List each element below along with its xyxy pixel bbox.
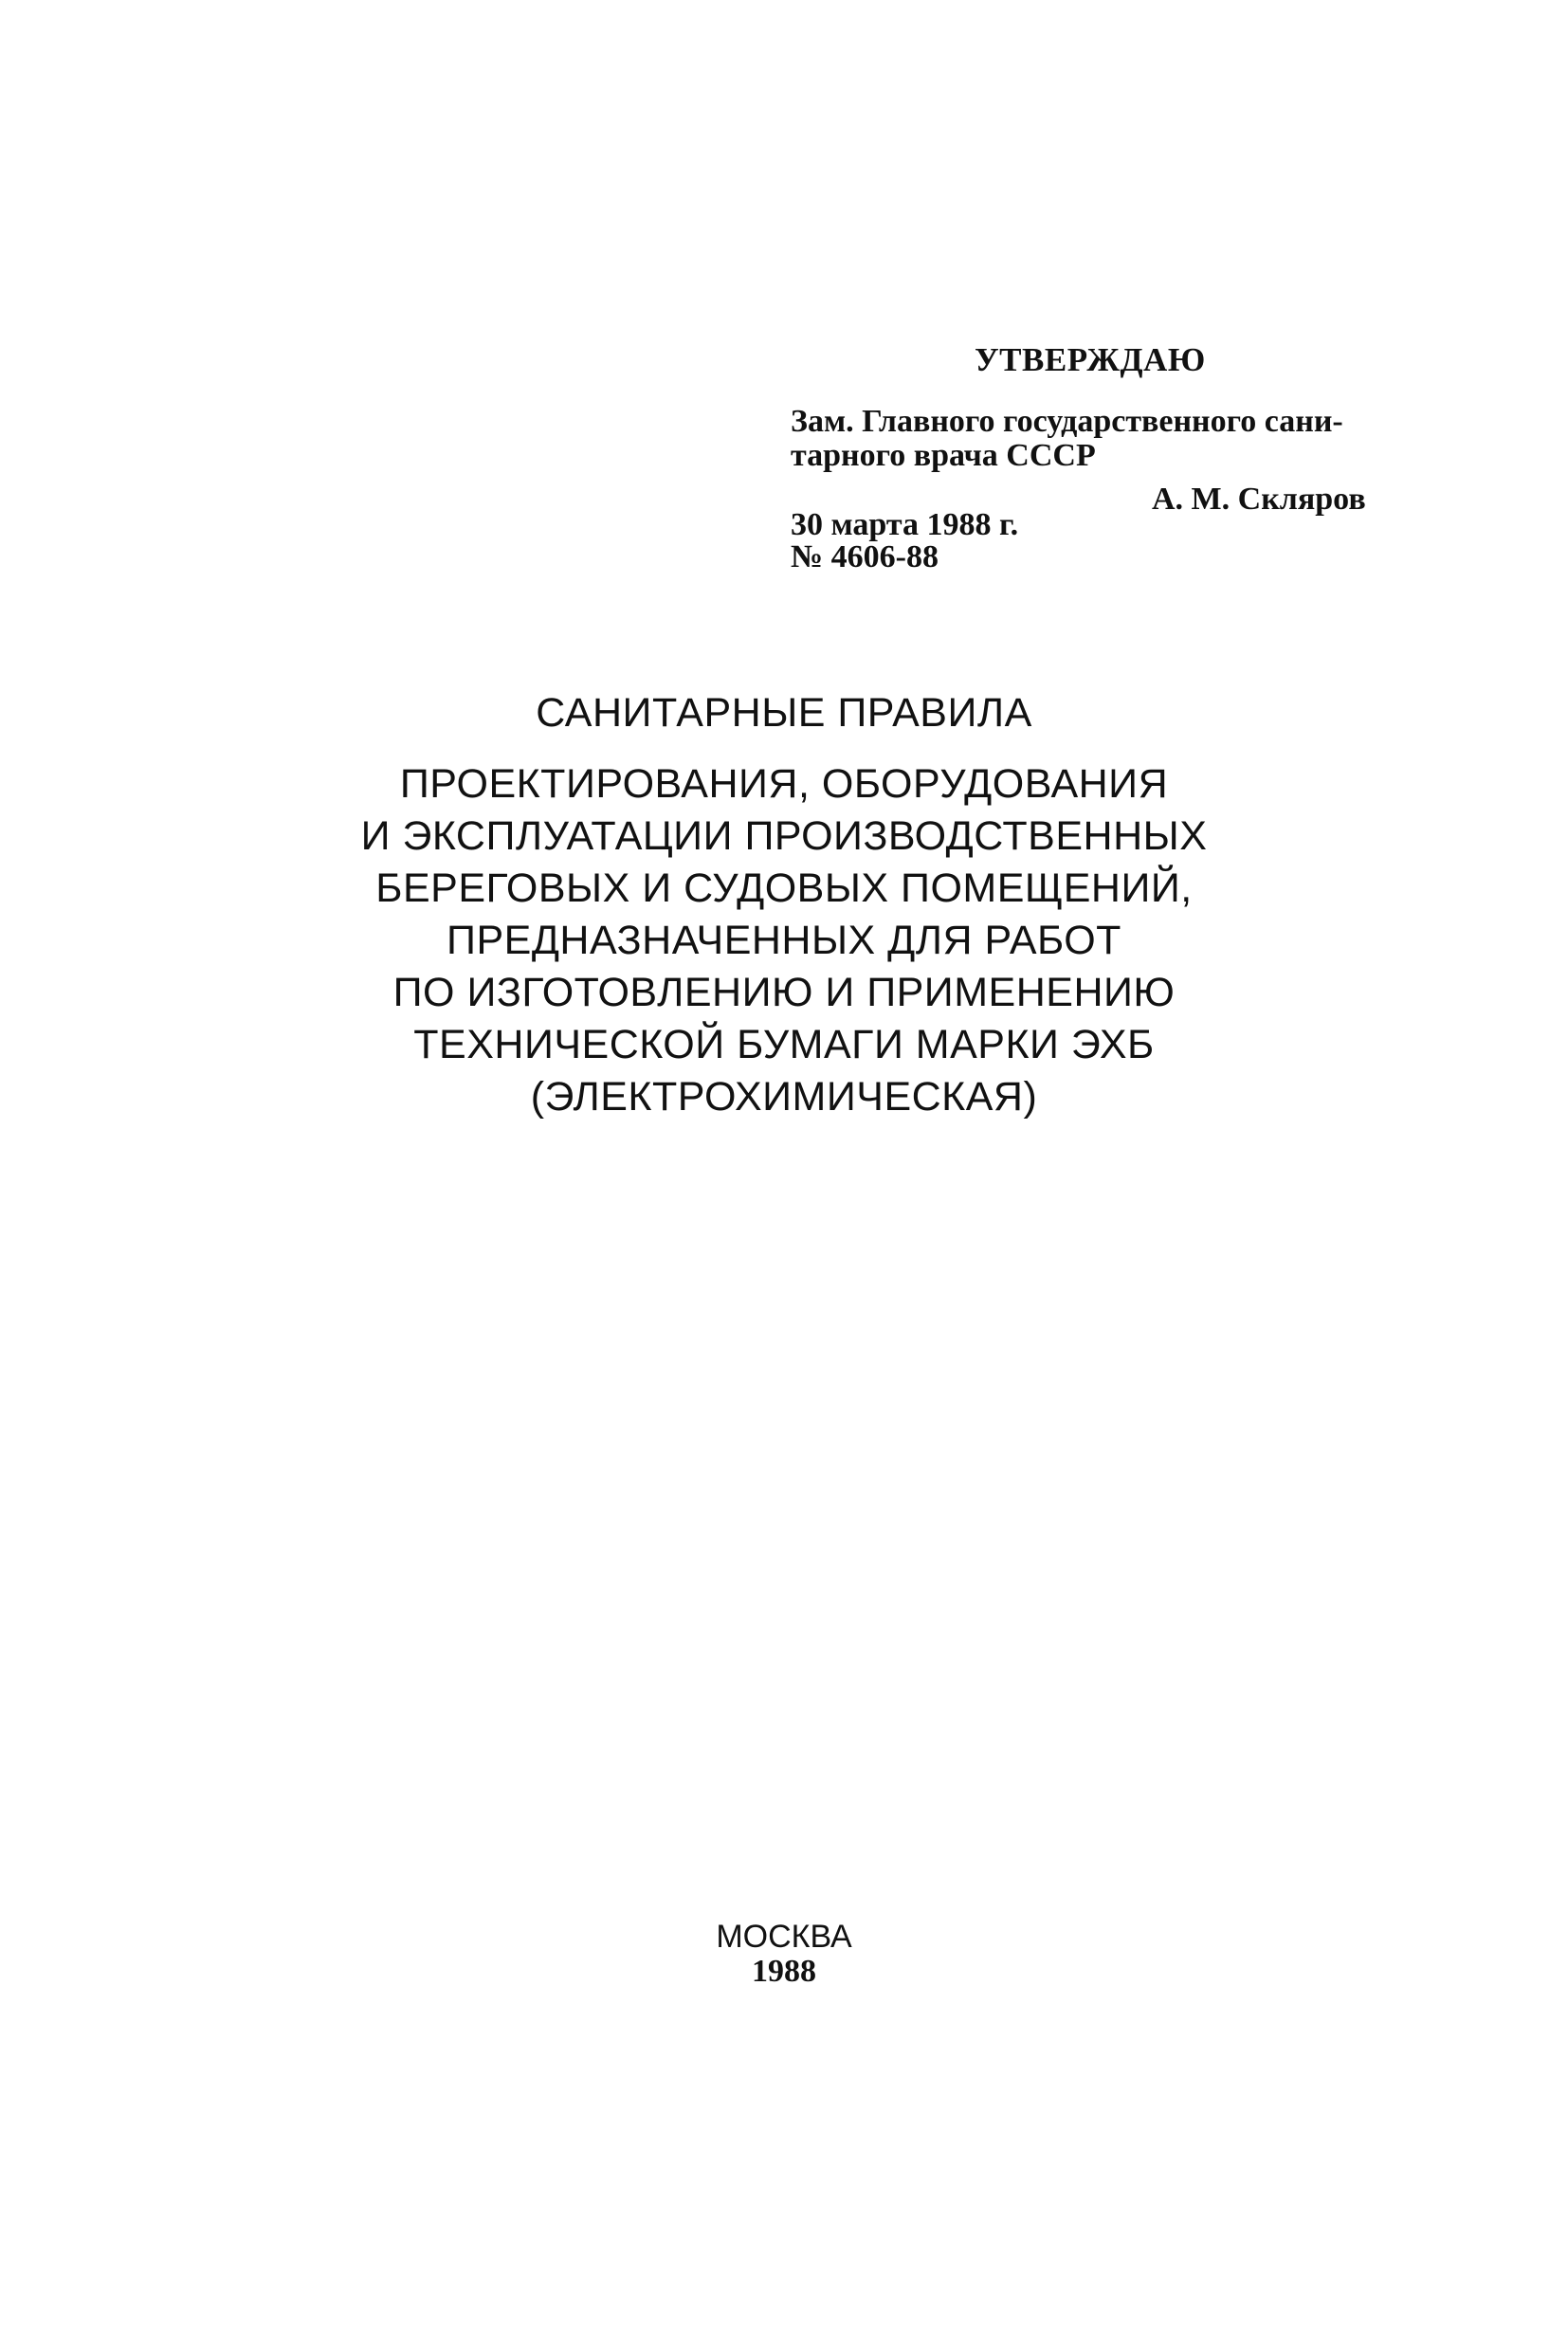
approval-number: № 4606-88 bbox=[791, 539, 939, 574]
imprint-year: 1988 bbox=[752, 1954, 816, 1989]
approver-position-line-2: тарного врача СССР bbox=[791, 438, 1096, 473]
approver-name: А. М. Скляров bbox=[1152, 482, 1366, 517]
subtitle-line: И ЭКСПЛУАТАЦИИ ПРОИЗВОДСТВЕННЫХ bbox=[360, 813, 1208, 859]
approver-position-line-1: Зам. Главного государственного сани- bbox=[791, 404, 1343, 439]
subtitle-line: БЕРЕГОВЫХ И СУДОВЫХ ПОМЕЩЕНИЙ, bbox=[375, 865, 1193, 911]
subtitle-line: ПО ИЗГОТОВЛЕНИЮ И ПРИМЕНЕНИЮ bbox=[392, 970, 1176, 1015]
document-subtitle bbox=[0, 758, 1568, 1123]
subtitle-line: ПРОЕКТИРОВАНИЯ, ОБОРУДОВАНИЯ bbox=[399, 761, 1169, 807]
imprint-city: МОСКВА bbox=[716, 1919, 852, 1955]
subtitle-line: ТЕХНИЧЕСКОЙ БУМАГИ МАРКИ ЭХБ bbox=[413, 1022, 1155, 1067]
approval-date: 30 марта 1988 г. bbox=[791, 507, 1019, 542]
subtitle-line: (ЭЛЕКТРОХИМИЧЕСКАЯ) bbox=[530, 1074, 1038, 1120]
approval-heading: УТВЕРЖДАЮ bbox=[975, 341, 1206, 378]
document-title: САНИТАРНЫЕ ПРАВИЛА bbox=[536, 690, 1032, 736]
subtitle-line: ПРЕДНАЗНАЧЕННЫХ ДЛЯ РАБОТ bbox=[447, 918, 1121, 963]
